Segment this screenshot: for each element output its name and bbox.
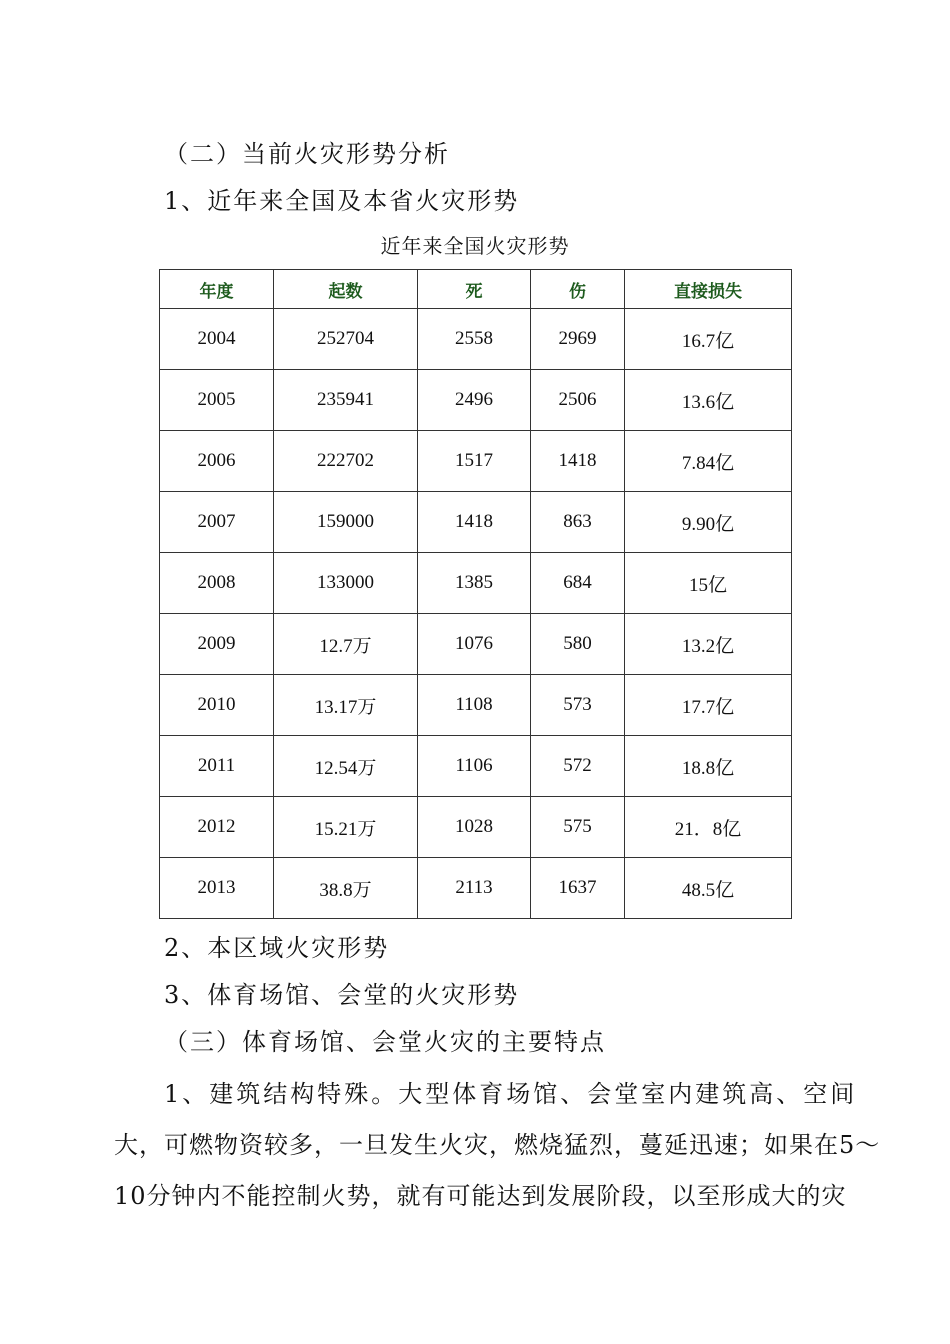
- table-row: [160, 675, 792, 736]
- cell-count: 38.8万: [274, 858, 418, 919]
- cell-deaths: 1108: [418, 675, 531, 736]
- table-row: [160, 614, 792, 675]
- cell-deaths: 1418: [418, 492, 531, 553]
- cell-count: 222702: [274, 431, 418, 492]
- cell-year: 2013: [160, 858, 274, 919]
- paragraph-line: 10分钟内不能控制火势，就有可能达到发展阶段，以至形成大的灾: [114, 1182, 847, 1210]
- cell-deaths: 2113: [418, 858, 531, 919]
- cell-year: 2005: [160, 370, 274, 431]
- cell-loss: 21．8亿: [625, 797, 792, 858]
- table-row: [160, 492, 792, 553]
- cell-deaths: 1076: [418, 614, 531, 675]
- cell-injuries: 863: [531, 492, 625, 553]
- cell-count: 235941: [274, 370, 418, 431]
- cell-count: 159000: [274, 492, 418, 553]
- cell-injuries: 572: [531, 736, 625, 797]
- cell-loss: 17.7亿: [625, 675, 792, 736]
- cell-injuries: 1418: [531, 431, 625, 492]
- table-row: [160, 797, 792, 858]
- column-header-count: 起数: [274, 270, 418, 309]
- cell-count: 12.54万: [274, 736, 418, 797]
- cell-year: 2010: [160, 675, 274, 736]
- cell-deaths: 2558: [418, 309, 531, 370]
- cell-count: 12.7万: [274, 614, 418, 675]
- cell-year: 2011: [160, 736, 274, 797]
- cell-loss: 9.90亿: [625, 492, 792, 553]
- cell-year: 2004: [160, 309, 274, 370]
- cell-count: 15.21万: [274, 797, 418, 858]
- table-row: [160, 370, 792, 431]
- cell-year: 2006: [160, 431, 274, 492]
- cell-deaths: 1106: [418, 736, 531, 797]
- cell-count: 13.17万: [274, 675, 418, 736]
- cell-year: 2007: [160, 492, 274, 553]
- cell-loss: 16.7亿: [625, 309, 792, 370]
- section-heading-2: （二）当前火灾形势分析: [164, 140, 450, 168]
- paragraph-line: 1、建筑结构特殊。大型体育场馆、会堂室内建筑高、空间: [164, 1080, 858, 1108]
- cell-injuries: 1637: [531, 858, 625, 919]
- cell-loss: 48.5亿: [625, 858, 792, 919]
- cell-loss: 7.84亿: [625, 431, 792, 492]
- column-header-injuries: 伤: [531, 270, 625, 309]
- cell-count: 252704: [274, 309, 418, 370]
- table-row: [160, 553, 792, 614]
- subheading-local-trend: 2、本区域火灾形势: [164, 934, 390, 962]
- table-row: [160, 431, 792, 492]
- cell-injuries: 2969: [531, 309, 625, 370]
- subheading-national-trend: 1、近年来全国及本省火灾形势: [164, 187, 520, 215]
- column-header-deaths: 死: [418, 270, 531, 309]
- cell-injuries: 2506: [531, 370, 625, 431]
- cell-loss: 15亿: [625, 553, 792, 614]
- cell-loss: 18.8亿: [625, 736, 792, 797]
- cell-deaths: 2496: [418, 370, 531, 431]
- section-heading-3: （三）体育场馆、会堂火灾的主要特点: [164, 1028, 606, 1056]
- cell-count: 133000: [274, 553, 418, 614]
- fire-statistics-table: [159, 269, 792, 919]
- table-row: [160, 736, 792, 797]
- cell-injuries: 684: [531, 553, 625, 614]
- cell-injuries: 580: [531, 614, 625, 675]
- cell-year: 2012: [160, 797, 274, 858]
- paragraph-line: 大，可燃物资较多，一旦发生火灾，燃烧猛烈，蔓延迅速；如果在5～: [114, 1131, 881, 1159]
- column-header-year: 年度: [160, 270, 274, 309]
- column-header-loss: 直接损失: [625, 270, 792, 309]
- cell-year: 2009: [160, 614, 274, 675]
- subheading-venue-trend: 3、体育场馆、会堂的火灾形势: [164, 981, 520, 1009]
- cell-deaths: 1028: [418, 797, 531, 858]
- cell-loss: 13.2亿: [625, 614, 792, 675]
- table-title: 近年来全国火灾形势: [380, 234, 570, 258]
- cell-deaths: 1385: [418, 553, 531, 614]
- table-row: [160, 309, 792, 370]
- cell-deaths: 1517: [418, 431, 531, 492]
- table-header-row: [160, 270, 792, 309]
- cell-injuries: 573: [531, 675, 625, 736]
- cell-year: 2008: [160, 553, 274, 614]
- cell-injuries: 575: [531, 797, 625, 858]
- table-row: [160, 858, 792, 919]
- cell-loss: 13.6亿: [625, 370, 792, 431]
